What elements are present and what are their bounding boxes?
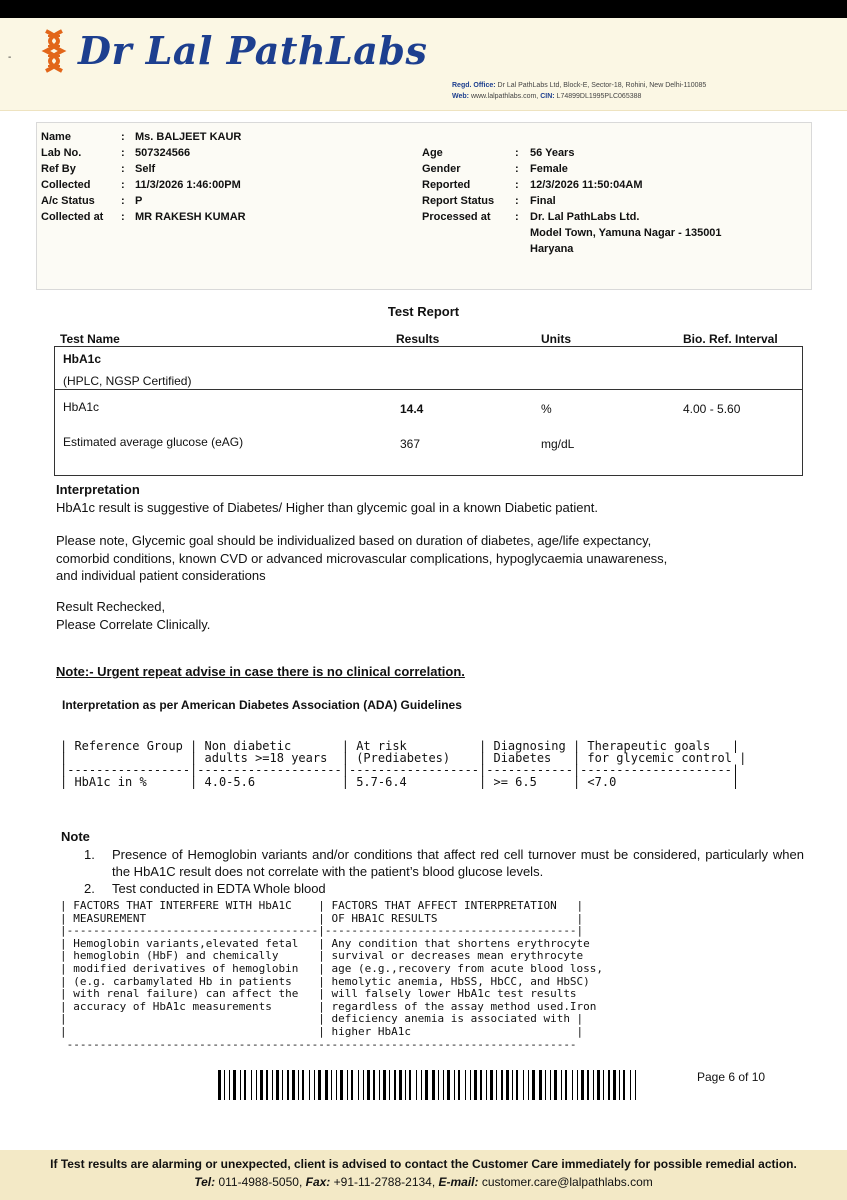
lab-value: 507324566 [135, 147, 191, 159]
processed-at-line2: Model Town, Yamuna Nagar - 135001 [530, 227, 722, 239]
age-value: 56 Years [530, 147, 575, 159]
ref-label: Ref By [41, 163, 76, 175]
note-number: 1. [84, 847, 95, 862]
result-row-ref: 4.00 - 5.60 [683, 402, 741, 416]
barcode-bar [506, 1070, 509, 1100]
barcode-bar [399, 1070, 402, 1100]
result-row-unit: % [541, 402, 552, 416]
barcode-bar [438, 1070, 439, 1100]
gender-label: Gender [422, 163, 461, 175]
interpretation-para-line: and individual patient considerations [56, 568, 266, 583]
note-item [84, 880, 804, 897]
barcode-bar [425, 1070, 428, 1100]
name-label: Name [41, 131, 71, 143]
cin-text: L74899DL1995PLC065388 [556, 93, 642, 100]
barcode-bar [358, 1070, 359, 1100]
page-number: Page 6 of 10 [697, 1070, 766, 1084]
email-value: customer.care@lalpathlabs.com [478, 1175, 653, 1189]
barcode-bar [458, 1070, 460, 1100]
barcode-bar [224, 1070, 225, 1100]
barcode-bar [363, 1070, 364, 1100]
barcode-bar [561, 1070, 562, 1100]
patient-details [36, 122, 812, 290]
note-text: Test conducted in EDTA Whole blood [112, 881, 326, 896]
urgent-note: Note:- Urgent repeat advise in case there is no clinical correlation. [56, 664, 465, 679]
header-results: Results [396, 332, 440, 346]
note-item [84, 846, 804, 880]
barcode-bar [416, 1070, 417, 1100]
footer [0, 1150, 847, 1200]
dna-helix-icon [40, 29, 68, 73]
logo [40, 28, 427, 73]
barcode-bar [597, 1070, 600, 1100]
barcode-bar [233, 1070, 236, 1100]
barcode-bar [302, 1070, 304, 1100]
barcode-bar [331, 1070, 332, 1100]
barcode-bar [367, 1070, 370, 1100]
barcode-bar [532, 1070, 535, 1100]
result-row-value: 14.4 [400, 402, 424, 416]
barcode-bar [593, 1070, 594, 1100]
barcode-bar [394, 1070, 396, 1100]
barcode-bar [608, 1070, 610, 1100]
barcode-bar [523, 1070, 524, 1100]
footer-advisory: If Test results are alarming or unexpected, client is advised to contact the Customer Care immediately for possible remedial action. [50, 1157, 797, 1171]
interpretation-para-line: comorbid conditions, known CVD or advanced microvascular complications, hypoglycaemia unawareness, [56, 551, 668, 566]
barcode-bar [266, 1070, 268, 1100]
barcode-bar [630, 1070, 631, 1100]
fax-label: Fax: [302, 1175, 331, 1189]
barcode-bar [389, 1070, 390, 1100]
barcode-bar [545, 1070, 546, 1100]
barcode-bar [581, 1070, 584, 1100]
barcode-bar [272, 1070, 273, 1100]
test-group-method: (HPLC, NGSP Certified) [63, 374, 192, 388]
reported-label: Reported [422, 179, 471, 191]
colon: : [515, 195, 519, 207]
collected-label: Collected [41, 179, 91, 191]
report-status-label: Report Status [422, 195, 495, 207]
colon: : [515, 211, 519, 223]
barcode-bar [554, 1070, 557, 1100]
header-ref-interval: Bio. Ref. Interval [683, 332, 778, 346]
barcode-bar [409, 1070, 411, 1100]
barcode-bar [314, 1070, 315, 1100]
barcode-bar [256, 1070, 257, 1100]
barcode-bar [336, 1070, 337, 1100]
barcode-bar [244, 1070, 246, 1100]
barcode-bar [298, 1070, 299, 1100]
barcode-bar [539, 1070, 542, 1100]
ref-value: Self [135, 163, 156, 175]
barcode-bar [340, 1070, 343, 1100]
colon: : [515, 147, 519, 159]
barcode-bar [480, 1070, 482, 1100]
barcode-bar [528, 1070, 529, 1100]
barcode-bar [474, 1070, 477, 1100]
lab-label: Lab No. [41, 147, 82, 159]
colon: : [515, 163, 519, 175]
processed-at-label: Processed at [422, 211, 491, 223]
barcode [218, 1070, 638, 1100]
barcode-bar [447, 1070, 450, 1100]
cin-label: CIN: [540, 93, 555, 100]
regd-label: Regd. Office: [452, 82, 496, 89]
colon: : [121, 179, 125, 191]
results-divider [55, 389, 802, 390]
barcode-bar [619, 1070, 620, 1100]
hba1c-factors-table: | FACTORS THAT INTERFERE WITH HbA1C | FACTORS THAT AFFECT INTERPRETATION | | MEASUREMENT | OF HBA1C RESULTS | |--------------------------------------|--------------------------------------| | Hemoglobin variants,elevated fetal | Any condition that shortens erythrocyte | hemoglobin (HbF) and chemically | survival or decreases mean erythrocyte | modified derivatives of hemoglobin | age (e.g.,recovery from acute blood loss, | (e.g. carbamylated Hb in patients | hemolytic anemia, HbSS, HbCC, and HbSC) | with renal failure) can affect the | will falsely lower HbA1c test results | accuracy of HbA1c measurements | regardless of the assay method used.Iron | | deficiency anemia is associated with | | | higher HbA1c | ----------------------------------------------------------------------------- [60, 899, 604, 1051]
barcode-bar [351, 1070, 353, 1100]
barcode-bar [603, 1070, 604, 1100]
tel-label: Tel: [194, 1175, 216, 1189]
barcode-bar [218, 1070, 221, 1100]
barcode-bar [292, 1070, 295, 1100]
ac-status-label: A/c Status [41, 195, 95, 207]
result-row-unit: mg/dL [541, 437, 575, 451]
barcode-bar [347, 1070, 348, 1100]
brand-name: Dr Lal PathLabs [78, 28, 428, 73]
name-value: Ms. BALJEET KAUR [135, 131, 242, 143]
barcode-bar [635, 1070, 636, 1100]
result-row-name: Estimated average glucose (eAG) [63, 435, 244, 449]
barcode-bar [432, 1070, 435, 1100]
colon: : [121, 211, 125, 223]
barcode-bar [565, 1070, 567, 1100]
interpretation-line: HbA1c result is suggestive of Diabetes/ Higher than glycemic goal in a known Diabetic patient. [56, 500, 598, 515]
colon: : [515, 179, 519, 191]
gender-value: Female [530, 163, 568, 175]
reported-value: 12/3/2026 11:50:04AM [530, 179, 643, 191]
barcode-bar [383, 1070, 386, 1100]
ada-guidelines-table: | Reference Group | Non diabetic | At risk | Diagnosing | Therapeutic goals | | | adults >=18 years | (Prediabetes) | Diabetes | for glycemic control | |-----------------|--------------------|------------------|------------|---------------------| | HbA1c in % | 4.0-5.6 | 5.7-6.4 | >= 6.5 | <7.0 | [60, 739, 747, 789]
web-label: Web: [452, 93, 469, 100]
colon: : [121, 147, 125, 159]
top-black-bar [0, 0, 847, 18]
barcode-bar [251, 1070, 252, 1100]
email-label: E-mail: [435, 1175, 479, 1189]
barcode-bar [309, 1070, 310, 1100]
barcode-bar [465, 1070, 466, 1100]
ac-status-value: P [135, 195, 143, 207]
barcode-bar [240, 1070, 241, 1100]
barcode-bar [587, 1070, 589, 1100]
collected-at-value: MR RAKESH KUMAR [135, 211, 246, 223]
processed-at-line1: Dr. Lal PathLabs Ltd. [530, 211, 640, 223]
barcode-bar [282, 1070, 283, 1100]
fax-value: +91-11-2788-2134, [330, 1175, 436, 1189]
colon: : [121, 195, 125, 207]
barcode-bar [496, 1070, 497, 1100]
tel-value: 011-4988-5050, [215, 1175, 303, 1189]
colon: : [121, 163, 125, 175]
barcode-bar [550, 1070, 551, 1100]
colon: : [121, 131, 125, 143]
barcode-bar [490, 1070, 493, 1100]
barcode-bar [260, 1070, 263, 1100]
header-units: Units [541, 332, 571, 346]
side-mark: - [8, 52, 12, 63]
barcode-bar [379, 1070, 380, 1100]
ada-heading: Interpretation as per American Diabetes Association (ADA) Guidelines [62, 698, 462, 712]
result-rechecked: Result Rechecked, [56, 599, 166, 614]
footer-contact [0, 1175, 847, 1189]
barcode-bar [373, 1070, 375, 1100]
barcode-bar [229, 1070, 230, 1100]
barcode-bar [501, 1070, 503, 1100]
barcode-bar [421, 1070, 422, 1100]
test-group-name: HbA1c [63, 352, 102, 366]
registered-office [452, 80, 706, 102]
barcode-bar [516, 1070, 518, 1100]
web-text: www.lalpathlabs.com, [470, 93, 539, 100]
barcode-bar [486, 1070, 487, 1100]
result-row-name: HbA1c [63, 400, 100, 414]
interpretation-heading: Interpretation [56, 482, 140, 497]
age-label: Age [422, 147, 443, 159]
barcode-bar [325, 1070, 328, 1100]
barcode-bar [512, 1070, 513, 1100]
barcode-bar [623, 1070, 625, 1100]
barcode-bar [318, 1070, 321, 1100]
note-list [84, 846, 804, 897]
header-test-name: Test Name [60, 332, 120, 346]
barcode-bar [577, 1070, 578, 1100]
note-text: Presence of Hemoglobin variants and/or conditions that affect red cell turnover must be considered, particularly when the HbA1C result does not correlate with the patient’s blood glucose levels. [112, 847, 804, 879]
note-heading: Note [61, 829, 90, 844]
report-status-value: Final [530, 195, 556, 207]
results-table [54, 346, 803, 476]
barcode-bar [443, 1070, 444, 1100]
barcode-bar [572, 1070, 573, 1100]
result-row-value: 367 [400, 437, 421, 451]
collected-at-label: Collected at [41, 211, 104, 223]
interpretation-para-line: Please note, Glycemic goal should be individualized based on duration of diabetes, age/life expectancy, [56, 533, 652, 548]
barcode-bar [454, 1070, 455, 1100]
report-title: Test Report [387, 304, 460, 319]
barcode-bar [276, 1070, 279, 1100]
barcode-bar [613, 1070, 616, 1100]
barcode-bar [287, 1070, 289, 1100]
collected-value: 11/3/2026 1:46:00PM [135, 179, 241, 191]
note-number: 2. [84, 881, 95, 896]
barcode-bar [470, 1070, 471, 1100]
regd-text: Dr Lal PathLabs Ltd, Block-E, Sector-18, Rohini, New Delhi-110085 [497, 82, 707, 89]
processed-at-line3: Haryana [530, 243, 574, 255]
barcode-bar [405, 1070, 406, 1100]
letterhead [0, 18, 847, 111]
correlate-clinically: Please Correlate Clinically. [56, 617, 211, 632]
